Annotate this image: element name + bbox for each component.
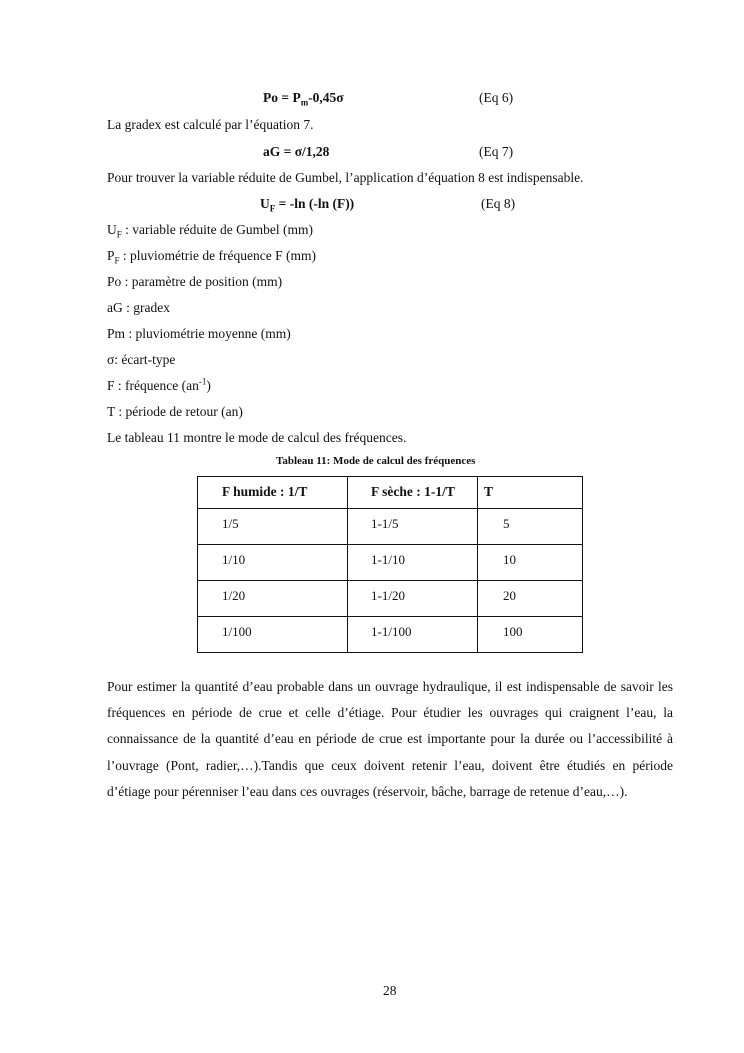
table-cell: 1-1/10 [348,545,478,581]
header-humid: F humide : 1/T [198,477,348,509]
table-row [198,545,583,581]
gumbel-sentence: Pour trouver la variable réduite de Gumbel, l’application d’équation 8 est indispensable. [107,170,584,185]
equation-8: $U_F = -\ln$ (-ln (F)) [260,196,355,214]
table-row [198,581,583,617]
table-row [198,509,583,545]
table-cell: 1-1/20 [348,581,478,617]
equation-6-number: (Eq 6) [479,90,514,105]
body-paragraph: Pour estimer la quantité d’eau probable dans un ouvrage hydraulique, il est indispensable de savoir les fréquences en période de crue et celle d’étiage. Pour étudier les ouvrages qui craignent l’eau, la connaissance de la quantité d’eau en période de crue est importante pour la durée ou l’accessibilité à l’ouvrage (Pont, radier,…).Tandis que ceux doivent retenir l’eau, doivent être étudiés en période d’étiage pour pérenniser l’eau dans ces ouvrages (réservoir, bâche, barrage de retenue d’eau,…). [107,679,673,799]
definition-t: T : période de retour (an) [107,404,243,419]
table-cell: 1-1/100 [348,617,478,653]
table-intro-sentence: Le tableau 11 montre le mode de calcul des fréquences. [107,430,407,445]
table-cell: 10 [478,545,583,581]
header-dry: F sèche : 1-1/T [348,477,478,509]
definition-uf: $U_F$ : variable réduite de Gumbel (mm) [107,222,313,240]
table-cell: 1/10 [198,545,348,581]
table-header-row [198,477,583,509]
definition-sigma: σ: écart-type [107,352,176,367]
table-cell: 1-1/5 [348,509,478,545]
equation-6: $Po = P_m-0,45\sigma$ [263,90,344,108]
table-cell: 20 [478,581,583,617]
gradex-sentence: La gradex est calculé par l’équation 7. [107,117,314,132]
definition-pf: $P_F$ : pluviométrie de fréquence F (mm) [107,248,316,266]
equation-7-number: (Eq 7) [479,144,514,159]
table-cell: 1/5 [198,509,348,545]
header-t: T [478,477,583,509]
equation-8-number: (Eq 8) [481,196,516,211]
table-cell: 1/20 [198,581,348,617]
definition-f: F : fréquence $(an^{-1})$ [107,376,211,393]
equation-7: aG = σ/1,28 [263,144,330,159]
table-row [198,617,583,653]
table-caption: Tableau 11: Mode de calcul des fréquences [276,455,476,467]
definition-pm: Pm : pluviométrie moyenne (mm) [107,326,291,341]
definition-ag: aG : gradex [107,300,170,315]
page-number: 28 [383,983,397,998]
definition-po: Po : paramètre de position (mm) [107,274,283,289]
table-cell: 5 [478,509,583,545]
frequency-table [197,476,583,653]
table-cell: 1/100 [198,617,348,653]
table-cell: 100 [478,617,583,653]
